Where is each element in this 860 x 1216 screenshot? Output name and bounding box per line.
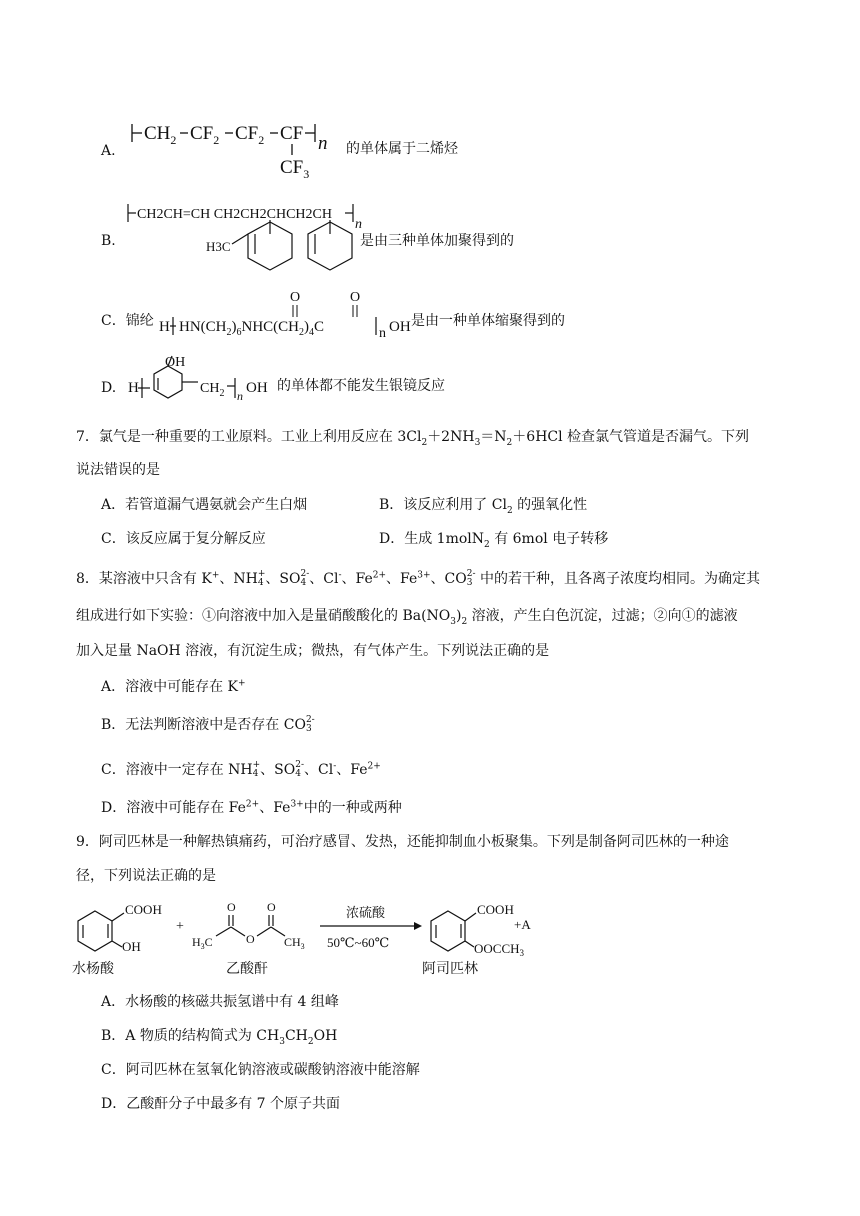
q9-stem-line2: 径，下列说法正确的是	[76, 868, 216, 884]
option-a-text: 的单体属于二烯烃	[346, 141, 458, 157]
svg-text:CF2: $CF_2$	[190, 123, 220, 147]
q8-option-c: C．溶液中一定存在 NH + 4 、SO 2- 4 、Cl-、$Fe^{2+}$	[101, 760, 381, 779]
svg-text:OH: OH	[246, 380, 268, 396]
svg-text:+A: +A	[514, 917, 531, 932]
q8-stem-line2: 组成进行如下实验：①向溶液中加入是量硝酸酸化的 $Ba(NO_3)_2$ 溶液，产生白色沉淀，过滤；②向①的滤液	[76, 608, 738, 627]
svg-text:OOCCH3: $OOCCH_3$	[474, 941, 525, 958]
q9-option-d: D．乙酸酐分子中最多有 7 个原子共面	[101, 1096, 341, 1112]
svg-text:水杨酸: 水杨酸	[72, 962, 114, 977]
q8-stem-line3: 加入足量 NaOH 溶液，有沉淀生成；微热，有气体产生。下列说法正确的是	[76, 643, 550, 659]
svg-text:n: n	[379, 326, 386, 339]
svg-text:H3C: H3C	[206, 239, 231, 254]
svg-text:50℃~60℃: 50℃~60℃	[327, 935, 390, 950]
q9-option-c: C．阿司匹林在氢氧化钠溶液或碳酸钠溶液中能溶解	[101, 1062, 420, 1078]
svg-text:+: +	[176, 919, 184, 934]
svg-text:OH: OH	[389, 319, 411, 335]
q8-option-d: D．溶液中可能存在 $Fe^{2+}$、$Fe^{3+}$中的一种或两种	[101, 799, 402, 816]
polymer-a-structure	[120, 112, 350, 178]
polymer-b-structure	[120, 196, 365, 282]
svg-text:CF2: $CF_2$	[235, 123, 265, 147]
polyamide-structure	[157, 287, 412, 339]
option-c-label: C．锦纶	[101, 313, 154, 329]
svg-text:CF: CF	[280, 123, 304, 144]
svg-text:CH3: $CH_3$	[284, 935, 305, 951]
svg-text:HN(CH2)6NHC(CH2)4C: $HN(CH_2)_6NHC(CH_2)_4C$	[179, 319, 325, 338]
svg-text:O: O	[246, 932, 255, 946]
q7-option-c: C．该反应属于复分解反应	[101, 531, 266, 547]
svg-text:H: H	[159, 319, 170, 335]
svg-text:CH2: $CH_2$	[200, 381, 225, 399]
svg-text:O: O	[290, 290, 301, 305]
phenolic-resin-structure	[120, 352, 280, 406]
q7-stem-line1: 7．氯气是一种重要的工业原料。工业上利用反应在 $3Cl_2+2NH_3=N_2+6HCl$ 检查氯气管道是否漏气。下列	[76, 429, 750, 448]
option-d-text: 的单体都不能发生银镜反应	[277, 378, 445, 394]
svg-text:CH2: $CH_2$	[144, 123, 177, 147]
svg-text:CH2CH=CH CH2CH2CHCH2CH: CH2CH=CH CH2CH2CHCH2CH	[137, 207, 332, 222]
svg-text:CF3: $CF_3$	[280, 157, 310, 178]
aspirin-synthesis-scheme	[70, 893, 550, 983]
option-b-label: B.	[101, 233, 116, 249]
q7-option-d: D．生成 1molN$_2$ 有 6mol 电子转移	[379, 531, 609, 550]
svg-text:浓硫酸: 浓硫酸	[346, 905, 386, 920]
svg-text:n: n	[355, 217, 362, 232]
option-b-text: 是由三种单体加聚得到的	[360, 233, 514, 249]
option-a-label: A.	[101, 143, 116, 159]
option-c-text: 是由一种单体缩聚得到的	[411, 313, 565, 329]
q9-option-a: A．水杨酸的核磁共振氢谱中有 4 组峰	[101, 994, 339, 1010]
q9-stem-line1: 9．阿司匹林是一种解热镇痛药，可治疗感冒、发热，还能抑制血小板聚集。下列是制备阿司匹林的一种途	[76, 834, 729, 850]
svg-text:OH: OH	[122, 939, 141, 954]
q8-option-a: A．溶液中可能存在 K+	[101, 678, 246, 695]
svg-text:O: O	[227, 900, 236, 914]
q8-stem-line1: 8．某溶液中只含有 K+、NH + 4 、SO 2- 4 、Cl-、$Fe^{2+}$、$Fe^{3+}$、CO 2- 3 中的若干种，且各离子浓度均相同。为确定其	[76, 569, 760, 588]
q9-option-b: B．A 物质的结构简式为 $CH_3CH_2OH$	[101, 1028, 338, 1047]
svg-text:O: O	[350, 290, 361, 305]
q7-stem-line2: 说法错误的是	[76, 462, 160, 478]
svg-text:COOH: COOH	[477, 902, 514, 917]
svg-text:H: H	[128, 380, 139, 396]
svg-text:n: n	[318, 133, 328, 154]
svg-text:O: O	[267, 900, 276, 914]
svg-text:OH: OH	[165, 355, 186, 370]
svg-text:H3C: $H_3C$	[192, 935, 213, 951]
q7-option-b: B．该反应利用了 $Cl_2$ 的强氧化性	[379, 497, 588, 516]
svg-text:COOH: COOH	[125, 902, 162, 917]
svg-text:阿司匹林: 阿司匹林	[422, 962, 478, 977]
svg-text:乙酸酐: 乙酸酐	[226, 962, 268, 977]
svg-text:n: n	[237, 389, 243, 403]
option-d-label: D.	[101, 380, 117, 396]
q7-option-a: A．若管道漏气遇氨就会产生白烟	[101, 497, 308, 513]
q8-option-b: B．无法判断溶液中是否存在 CO 2- 3	[101, 715, 315, 734]
